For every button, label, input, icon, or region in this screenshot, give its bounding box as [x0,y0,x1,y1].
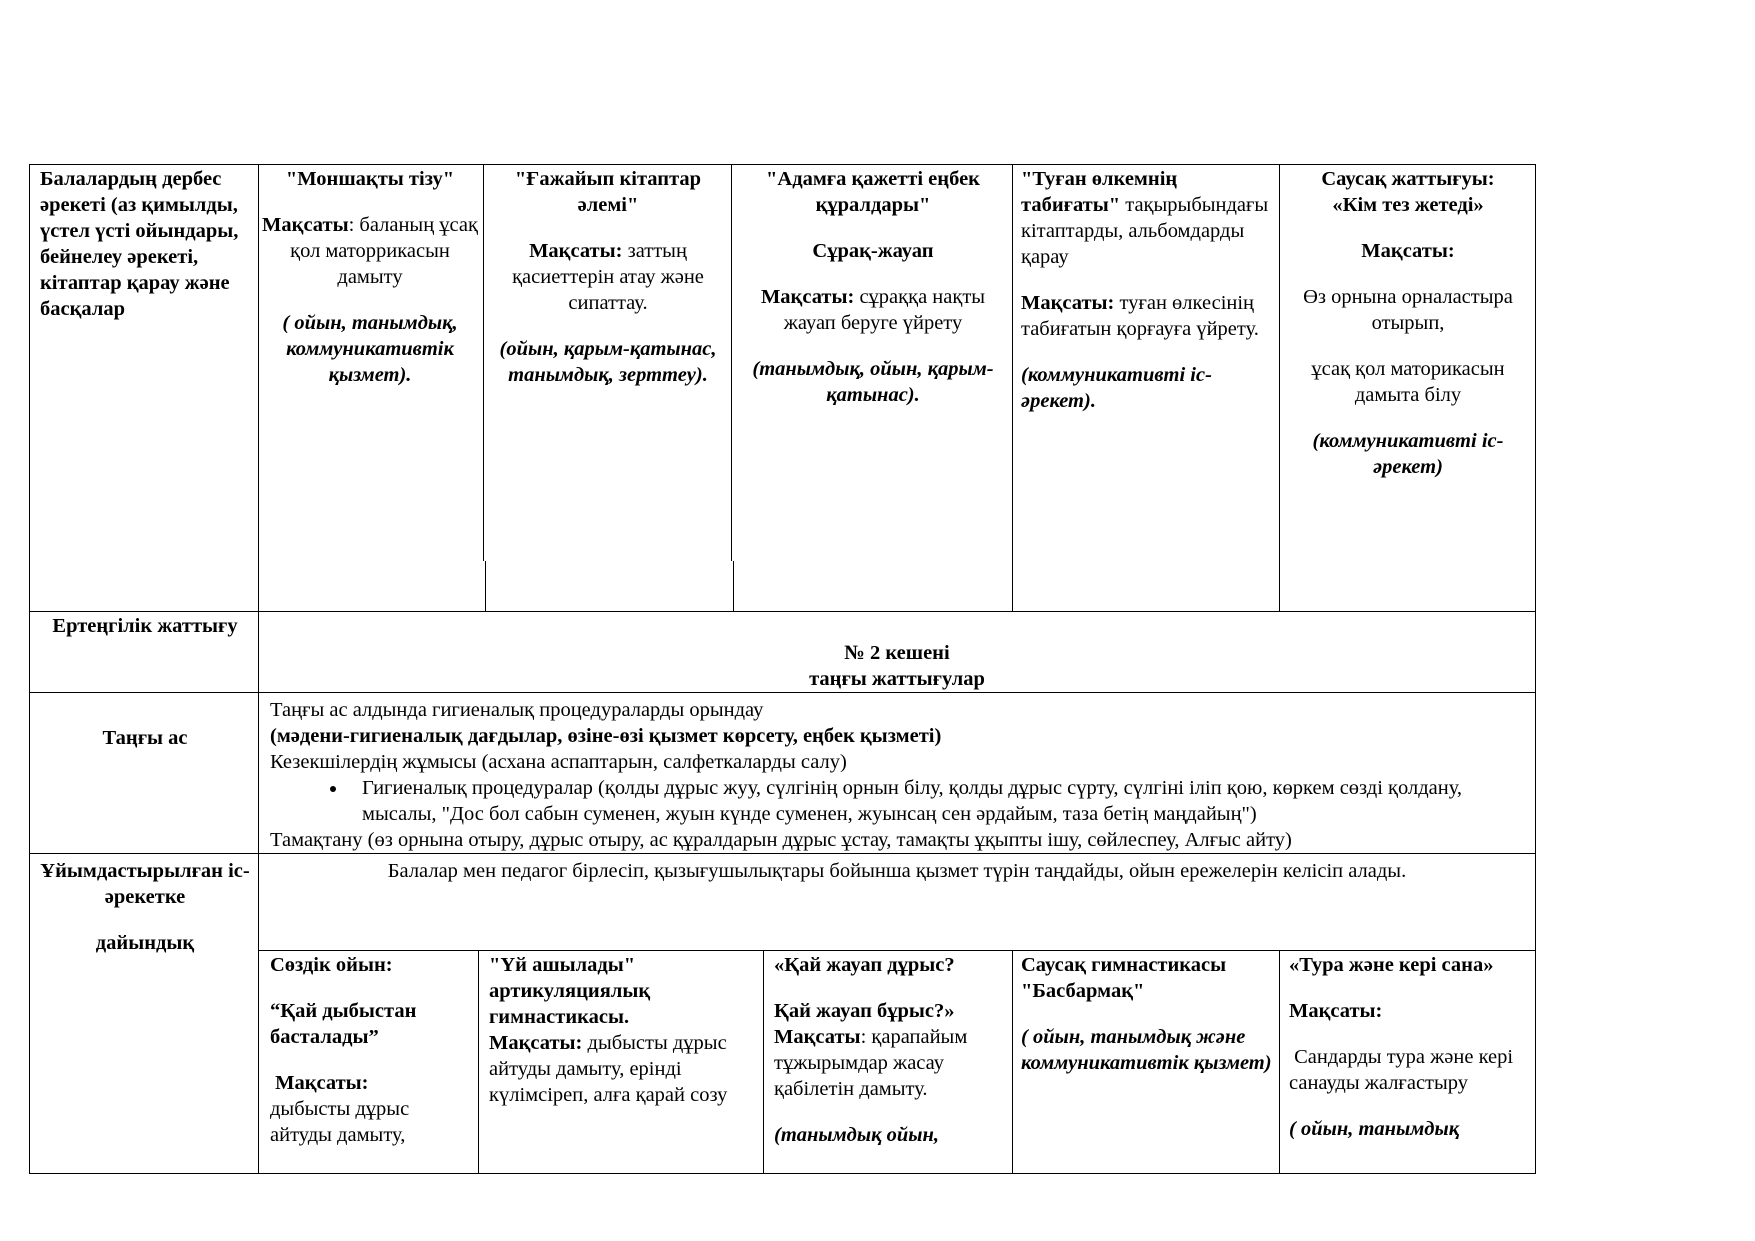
activity-goal [1021,290,1273,342]
column-divider [1279,950,1280,1174]
row-header-text: дайындық [95,932,195,954]
complex-number: № 2 кешені [844,642,950,664]
goal-label: Мақсаты: [270,1072,369,1094]
activity-tags: (танымдық, ойын, қарым-қатынас). [752,358,994,406]
goal-label: Мақсаты [774,1026,861,1048]
row-divider [29,853,1536,854]
activity-title: "Үй ашылады" артикуляциялық гимнастикасы. [489,954,651,1028]
activity-cell-word-game [270,952,474,1148]
activity-subtitle: Сұрақ-жауап [812,240,934,262]
row-divider [29,692,1536,693]
table-top-border [29,164,1536,165]
goal-text: туған өлкесінің табиғатын қорғауға үйрету. [1021,292,1259,340]
row-divider [29,611,1536,612]
goal-label: Мақсаты: [529,240,623,262]
row-header-breakfast [40,725,250,751]
activity-title: «Кім тез жетеді» [1332,194,1484,216]
goal-text: : қарапайым тұжырымдар жасау қабілетін дамыту. [774,1026,968,1100]
activity-cell-right-wrong [774,952,1008,1148]
goal-label: Мақсаты: [489,1032,583,1054]
goal-text: сұраққа нақты жауап беруге үйрету [783,286,986,334]
row-divider [258,950,1536,951]
activity-cell-books-world [490,166,726,388]
activity-title: Сөздік ойын: [270,954,393,976]
column-divider [478,950,479,1174]
activity-cell-finger-gymnastics [1021,952,1275,1076]
activity-tags: (коммуникативті іс-әрекет) [1312,430,1504,478]
activity-cell-labor-tools [740,166,1006,408]
goal-label: Мақсаты: [1361,240,1455,262]
activity-title: "Адамға қажетті еңбек құралдары" [766,168,980,216]
goal-text: дыбысты дұрыс айтуды дамыту, еріндi күлімсіреп, алға қарай созу [489,1032,728,1106]
activity-title: Қай жауап бұрыс?» [774,1000,955,1022]
table-bottom-border [29,1173,1536,1174]
row-header-preparation [36,858,254,956]
title-rest: тақырыбындағы кітаптарды, альбомдарды қарау [1021,194,1269,268]
activity-cell-beads [262,166,478,388]
activity-title: Саусақ гимнастикасы "Басбармақ" [1021,954,1227,1002]
activity-goal [774,1024,1008,1102]
activity-goal [489,1030,757,1108]
preparation-content [262,858,1532,884]
activity-tags: ( ойын, танымдық, коммуникативтік қызмет). [282,312,458,386]
activity-cell-counting [1289,952,1533,1142]
morning-exercise-content [262,640,1532,692]
list-item: • Гигиеналық процедуралар (қолды дұрыс жуу, сүлгінің орнын білу, қолды дұрыс сүрту, сүлгіні іліп қою, көркем сөзді қолдану, мысалы, "Дос бол сабын суменен, жуын күнде суменен, жуынсаң сен әрдайым, таза бетің маңдайың") [348,775,1532,827]
activity-goal [262,212,478,290]
row-header-independent-activity [36,166,252,322]
breakfast-line: Кезекшілердің жұмысы (асхана аспаптарын, салфеткаларды салу) [270,751,847,773]
column-divider [733,561,734,611]
goal-text: ұсақ қол маторикасын дамыта білу [1311,358,1505,406]
activity-title [1021,166,1273,270]
goal-label: Мақсаты [262,214,349,236]
row-header-text: Ұйымдастырылған іс-әрекетке [40,860,250,908]
activity-title: «Қай жауап дұрыс? [774,954,955,976]
row-header-text: Таңғы ас [102,727,188,749]
activity-title: Саусақ жаттығуы: [1321,168,1495,190]
goal-text: Сандарды тура және кері санауды жалғастыру [1289,1046,1519,1094]
breakfast-line: Таңғы ас алдында гигиеналық процедураларды орындау [270,699,764,721]
activity-tags: (танымдық ойын, [774,1124,939,1146]
row-header-text: Балалардың дербес әрекеті (аз қимылды, үстел үсті ойындары, бейнелеу әрекеті, кітаптар қарау және басқалар [40,168,239,320]
column-divider [1012,164,1013,611]
goal-text: Өз орнына орналастыра отырып, [1303,286,1513,334]
row-header-text: Ертеңгілік жаттығу [52,615,238,637]
activity-goal [740,284,1006,336]
goal-text: заттың қасиеттерін атау және сипаттау. [512,240,704,314]
activity-cell-finger-exercise [1288,166,1528,480]
activity-cell-native-nature [1021,166,1273,414]
activity-tags: (коммуникативті іс-әрекет). [1021,364,1212,412]
table-right-border [1535,164,1536,1174]
breakfast-bullet-list [270,775,1532,827]
table-left-border [29,164,30,1174]
column-divider [1012,950,1013,1174]
column-divider [1279,164,1280,611]
preparation-text: Балалар мен педагог бірлесіп, қызығушылықтары бойынша қызмет түрін таңдайды, ойын ережелерін келісіп алады. [387,860,1407,882]
goal-text: дыбысты дұрыс айтуды дамыту, [270,1098,410,1146]
title-quote: "Туған өлкемнің табиғаты" [1021,168,1178,216]
activity-tags: ( ойын, танымдық [1289,1118,1460,1140]
activity-goal [490,238,726,316]
column-divider [763,950,764,1174]
goal-label: Мақсаты: [760,286,855,308]
breakfast-content [270,697,1532,853]
column-divider [485,561,486,611]
row-header-morning-exercise [40,613,250,639]
breakfast-skills: (мәдени-гигиеналық дағдылар, өзіне-өзі қызмет көрсету, еңбек қызметі) [270,725,942,747]
breakfast-line: Тамақтану (өз орнына отыру, дұрыс отыру, ас құралдарын дұрыс ұстау, тамақты ұқыпты ішу, сөйлеспеу, Алғыс айту) [270,829,1292,851]
activity-title: "Ғажайып кітаптар әлемі" [514,168,702,216]
goal-label: Мақсаты: [1021,292,1115,314]
goal-label: Мақсаты: [1289,1000,1383,1022]
activity-cell-articulation [489,952,757,1108]
header-column-divider [258,164,259,1174]
activity-title: «Тура және кері сана» [1289,954,1494,976]
column-divider [731,164,732,561]
goal-text: : баланың ұсақ қол маторрикасын дамыту [290,214,478,288]
activity-tags: ( ойын, танымдық және коммуникативтік қызмет) [1021,1026,1272,1074]
exercise-title: таңғы жаттығулар [809,668,985,690]
column-divider [483,164,484,561]
activity-title: "Моншақты тізу" [285,168,455,190]
game-name: “Қай дыбыстан басталады” [270,1000,417,1048]
activity-tags: (ойын, қарым-қатынас, танымдық, зерттеу). [499,338,717,386]
